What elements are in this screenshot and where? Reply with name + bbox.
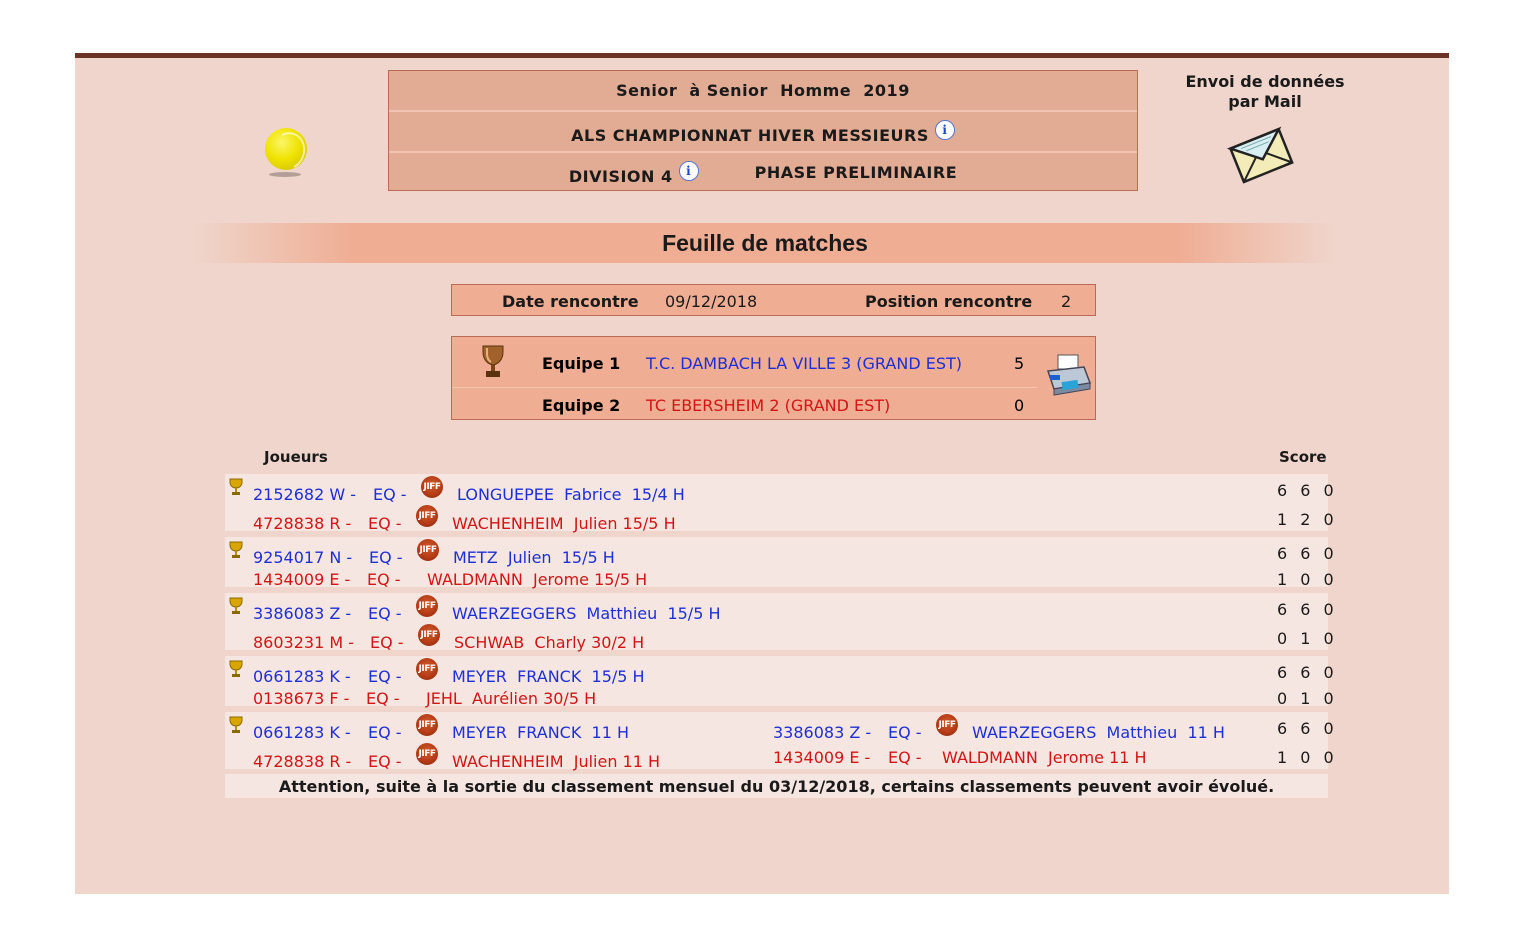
page-title: Feuille de matches	[195, 223, 1335, 263]
player-score: 1 0 0	[1277, 570, 1338, 589]
player-score: 1 0 0	[1277, 748, 1338, 767]
jiff-icon: JIFF	[416, 658, 438, 680]
player-name[interactable]: WACHENHEIM Julien 11 H	[452, 752, 661, 771]
trophy-icon	[480, 344, 506, 380]
trophy-icon	[229, 541, 243, 559]
trophy-icon	[229, 660, 243, 678]
jiff-icon: JIFF	[416, 595, 438, 617]
player-score: 1 2 0	[1277, 510, 1338, 529]
player-score: 6 6 0	[1277, 481, 1338, 500]
player-id[interactable]: 9254017 N -	[253, 548, 353, 567]
team2-name[interactable]: TC EBERSHEIM 2 (GRAND EST)	[646, 396, 891, 415]
date-label: Date rencontre	[502, 292, 639, 311]
jiff-icon: JIFF	[936, 714, 958, 736]
team-separator	[452, 387, 1037, 388]
ranking-notice: Attention, suite à la sortie du classement mensuel du 03/12/2018, certains classements peuvent avoir évolué.	[225, 774, 1328, 798]
player-score: 6 6 0	[1277, 663, 1338, 682]
player-eq: EQ -	[368, 667, 402, 686]
partner-eq: EQ -	[888, 748, 922, 767]
player-eq: EQ -	[367, 570, 401, 589]
division-label: DIVISION 4	[568, 167, 673, 186]
trophy-icon	[229, 597, 243, 615]
jiff-icon: JIFF	[418, 624, 440, 646]
partner-eq: EQ -	[888, 723, 922, 742]
trophy-icon	[229, 716, 243, 734]
position-label: Position rencontre	[865, 292, 1033, 311]
player-id[interactable]: 0661283 K -	[253, 723, 351, 742]
team1-score: 5	[1014, 354, 1025, 373]
jiff-icon: JIFF	[416, 714, 438, 736]
player-score: 6 6 0	[1277, 544, 1338, 563]
phase-label: PHASE PRELIMINAIRE	[754, 163, 958, 182]
position-value: 2	[1061, 292, 1072, 311]
player-name[interactable]: WALDMANN Jerome 15/5 H	[427, 570, 648, 589]
player-id[interactable]: 0138673 F -	[253, 689, 350, 708]
player-score: 6 6 0	[1277, 600, 1338, 619]
match-row-double	[225, 712, 1338, 771]
player-id[interactable]: 8603231 M -	[253, 633, 355, 652]
player-name[interactable]: MEYER FRANCK 15/5 H	[452, 667, 645, 686]
players-column-header: Joueurs	[264, 448, 328, 466]
date-value: 09/12/2018	[665, 292, 758, 311]
match-row	[225, 474, 1338, 533]
match-row	[225, 537, 1338, 589]
player-name[interactable]: MEYER FRANCK 11 H	[452, 723, 629, 742]
partner-id[interactable]: 3386083 Z -	[773, 723, 872, 742]
jiff-icon: JIFF	[416, 505, 438, 527]
player-id[interactable]: 1434009 E -	[253, 570, 351, 589]
player-name[interactable]: SCHWAB Charly 30/2 H	[454, 633, 645, 652]
player-name[interactable]: WACHENHEIM Julien 15/5 H	[452, 514, 676, 533]
category-label: Senior à Senior Homme 2019	[616, 81, 910, 100]
player-score: 6 6 0	[1277, 719, 1338, 738]
mail-title	[1170, 72, 1360, 112]
category-row	[389, 71, 1137, 110]
mail-title-line1: Envoi de données	[1185, 72, 1345, 91]
team2-label: Equipe 2	[542, 396, 621, 415]
team2-score: 0	[1014, 396, 1025, 415]
team1-label: Equipe 1	[542, 354, 621, 373]
player-id[interactable]: 3386083 Z -	[253, 604, 352, 623]
partner-name[interactable]: WALDMANN Jerome 11 H	[942, 748, 1147, 767]
teams-box	[451, 336, 1096, 420]
player-eq: EQ -	[368, 723, 402, 742]
player-name[interactable]: JEHL Aurélien 30/5 H	[426, 689, 597, 708]
score-column-header: Score	[1279, 448, 1327, 466]
jiff-icon: JIFF	[421, 476, 443, 498]
info-icon[interactable]: i	[935, 120, 955, 140]
player-eq: EQ -	[366, 689, 400, 708]
player-id[interactable]: 4728838 R -	[253, 514, 352, 533]
mail-envelope-icon[interactable]	[1225, 120, 1295, 190]
meeting-info	[451, 284, 1096, 316]
championship-label: ALS CHAMPIONNAT HIVER MESSIEURS	[571, 126, 929, 145]
partner-id[interactable]: 1434009 E -	[773, 748, 871, 767]
info-icon[interactable]: i	[679, 161, 699, 181]
championship-row	[389, 110, 1137, 151]
trophy-icon	[229, 478, 243, 496]
mail-title-line2: par Mail	[1228, 92, 1302, 111]
player-eq: EQ -	[369, 548, 403, 567]
match-row	[225, 656, 1338, 708]
player-name[interactable]: METZ Julien 15/5 H	[453, 548, 615, 567]
player-id[interactable]: 2152682 W -	[253, 485, 357, 504]
player-id[interactable]: 0661283 K -	[253, 667, 351, 686]
player-score: 0 1 0	[1277, 689, 1338, 708]
player-id[interactable]: 4728838 R -	[253, 752, 352, 771]
tennis-ball-shadow	[269, 172, 301, 177]
player-name[interactable]: LONGUEPEE Fabrice 15/4 H	[457, 485, 685, 504]
player-eq: EQ -	[373, 485, 407, 504]
jiff-icon: JIFF	[416, 743, 438, 765]
division-row	[389, 151, 1137, 192]
jiff-icon: JIFF	[417, 539, 439, 561]
page-container	[75, 53, 1449, 894]
competition-header	[388, 70, 1138, 191]
player-eq: EQ -	[370, 633, 404, 652]
player-name[interactable]: WAERZEGGERS Matthieu 15/5 H	[452, 604, 721, 623]
partner-name[interactable]: WAERZEGGERS Matthieu 11 H	[972, 723, 1225, 742]
player-eq: EQ -	[368, 514, 402, 533]
match-row	[225, 593, 1338, 652]
player-eq: EQ -	[368, 604, 402, 623]
printer-icon[interactable]	[1044, 351, 1092, 399]
player-score: 0 1 0	[1277, 629, 1338, 648]
tennis-ball-icon	[265, 128, 307, 170]
team1-name[interactable]: T.C. DAMBACH LA VILLE 3 (GRAND EST)	[646, 354, 962, 373]
player-eq: EQ -	[368, 752, 402, 771]
